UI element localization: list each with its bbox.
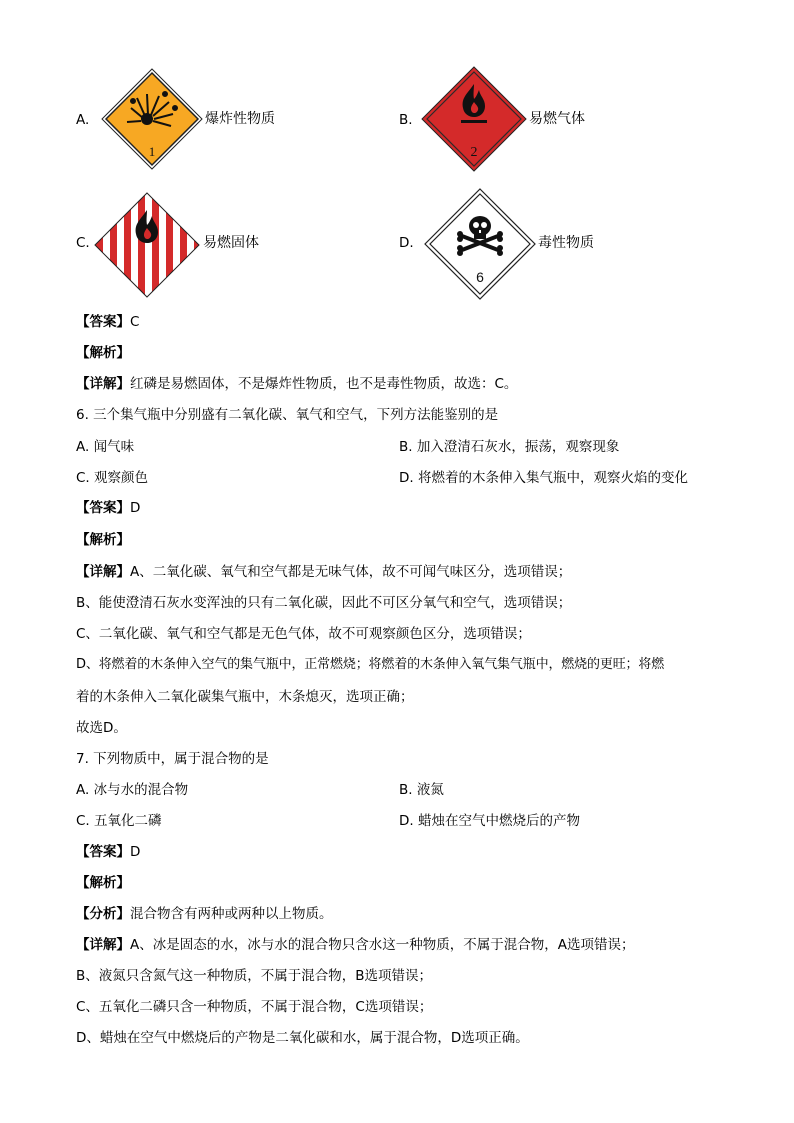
q6-conclusion: 故选D。 xyxy=(76,720,127,736)
q5-detail-line xyxy=(76,374,517,394)
q7-analysis-line xyxy=(76,873,130,893)
flammable-gas-sign-icon xyxy=(421,66,527,172)
q6-analysis-tag: 【解析】 xyxy=(76,532,130,548)
q6-detail-line-1 xyxy=(76,562,571,582)
q6-option-b: B. 加入澄清石灰水，振荡，观察现象 xyxy=(399,439,620,455)
option-d-label: 毒性物质 xyxy=(538,235,594,251)
q6-option-a: A. 闻气味 xyxy=(76,439,135,455)
q7-analysis-tag: 【解析】 xyxy=(76,875,130,891)
q7-detail-1: A、冰是固态的水，冰与水的混合物只含水这一种物质，不属于混合物，A选项错误； xyxy=(130,937,635,953)
flammable-solid-sign-icon xyxy=(94,192,200,298)
q7-answer: D xyxy=(130,844,141,860)
q7-option-b: B. 液氮 xyxy=(399,782,444,798)
explosive-sign-icon xyxy=(101,68,203,170)
q6-detail-2: B、能使澄清石灰水变浑浊的只有二氧化碳，因此不可区分氧气和空气，选项错误； xyxy=(76,595,572,611)
option-b-letter: B. xyxy=(399,112,413,128)
option-a-letter: A. xyxy=(76,112,90,128)
q5-answer-tag: 【答案】 xyxy=(76,314,130,330)
q5-detail: 红磷是易燃固体，不是爆炸性物质，也不是毒性物质，故选：C。 xyxy=(130,376,518,392)
q6-detail-4b: 着的木条伸入二氧化碳集气瓶中，木条熄灭，选项正确； xyxy=(76,689,414,705)
option-c-label: 易燃固体 xyxy=(203,235,259,251)
q6-answer-tag: 【答案】 xyxy=(76,500,130,516)
q6-analysis-line xyxy=(76,530,130,550)
q7-fenxi: 混合物含有两种或两种以上物质。 xyxy=(130,906,333,922)
flammable-gas-sign-number: 2 xyxy=(470,145,478,160)
q7-answer-tag: 【答案】 xyxy=(76,844,130,860)
q6-detail-3: C、二氧化碳、氧气和空气都是无色气体，故不可观察颜色区分，选项错误； xyxy=(76,626,531,642)
q7-fenxi-tag: 【分析】 xyxy=(76,906,130,922)
q5-analysis-line xyxy=(76,343,130,363)
q7-detail-line-1 xyxy=(76,935,634,955)
q7-option-a: A. 冰与水的混合物 xyxy=(76,782,189,798)
q5-detail-tag: 【详解】 xyxy=(76,376,130,392)
q6-answer-line xyxy=(76,498,140,518)
q6-answer: D xyxy=(130,500,141,516)
q6-detail-4a: D、将燃着的木条伸入空气的集气瓶中，正常燃烧；将燃着的木条伸入氧气集气瓶中，燃烧的更旺；将燃 xyxy=(76,657,665,672)
q7-option-d: D. 蜡烛在空气中燃烧后的产物 xyxy=(399,813,580,829)
q7-detail-tag: 【详解】 xyxy=(76,937,130,953)
toxic-sign-number: 6 xyxy=(476,269,484,285)
q5-answer-line xyxy=(76,312,139,332)
q7-detail-4: D、蜡烛在空气中燃烧后的产物是二氧化碳和水，属于混合物，D选项正确。 xyxy=(76,1030,529,1046)
q6-option-c: C. 观察颜色 xyxy=(76,470,149,486)
q5-analysis-tag: 【解析】 xyxy=(76,345,130,361)
q7-stem: 7. 下列物质中，属于混合物的是 xyxy=(76,751,269,767)
q6-stem: 6. 三个集气瓶中分别盛有二氧化碳、氧气和空气，下列方法能鉴别的是 xyxy=(76,407,499,423)
explosive-sign-number: 1 xyxy=(148,144,156,159)
q7-fenxi-line xyxy=(76,904,333,924)
toxic-sign-icon xyxy=(424,188,536,300)
option-b-label: 易燃气体 xyxy=(529,111,585,127)
q6-detail-tag: 【详解】 xyxy=(76,564,130,580)
q6-detail-1: A、二氧化碳、氧气和空气都是无味气体，故不可闻气味区分，选项错误； xyxy=(130,564,572,580)
q7-answer-line xyxy=(76,842,140,862)
option-a-label: 爆炸性物质 xyxy=(205,111,275,127)
q7-detail-3: C、五氧化二磷只含一种物质，不属于混合物，C选项错误； xyxy=(76,999,433,1015)
q7-option-c: C. 五氧化二磷 xyxy=(76,813,162,829)
q7-detail-2: B、液氮只含氮气这一种物质，不属于混合物，B选项错误； xyxy=(76,968,433,984)
q6-option-d: D. 将燃着的木条伸入集气瓶中，观察火焰的变化 xyxy=(399,470,688,486)
q5-answer: C xyxy=(130,314,140,330)
option-d-letter: D. xyxy=(399,235,414,251)
option-c-letter: C. xyxy=(76,235,90,251)
